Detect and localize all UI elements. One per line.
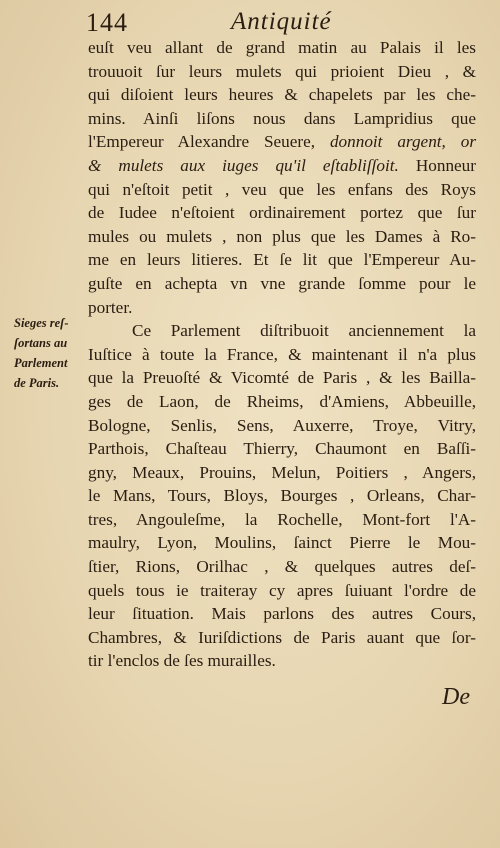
text-line-mixed [88,154,476,178]
text-line: qui diſoient leurs heures & chapelets par les che- [88,85,476,105]
text-line: mins. Ainſi liſons nous dans Lampridius que [88,108,476,128]
text-line: Parthois, Chaſteau Thierry, Chaumont en Baſſi- [88,439,476,459]
text-span: l'Empereur Alexandre Seuere, [88,132,316,152]
text-line: ges de Laon, de Rheims, d'Amiens, Abbeuille, [88,391,476,411]
text-line: Bologne, Senlis, Sens, Auxerre, Troye, Vitry, [88,415,476,435]
margin-note-line: Sieges reſ- [14,316,69,330]
text-line: Iuſtice à toute la France, & maintenant il n'a plus [88,344,476,364]
text-line: gny, Meaux, Prouins, Melun, Poitiers , Angers, [88,462,476,482]
text-line: tres, Angouleſme, la Rochelle, Mont-fort l'A- [88,509,476,529]
page-header [86,8,466,38]
running-title: Antiquité [231,8,332,35]
text-line: trouuoit ſur leurs mulets qui prioient Dieu , & [88,61,476,81]
text-line: tir l'enclos de ſes murailles. [88,651,276,671]
text-line: quels tous ie traiteray cy apres ſuiuant l'ordre de [88,580,476,600]
margin-note [14,313,86,393]
text-line: qui n'eſtoit petit , veu que les enfans des Roys [88,179,476,199]
text-line: ſtier, Rions, Orilhac , & quelques autres deſ- [88,557,476,577]
paragraph-start: Ce Parlement diſtribuoit anciennement la [132,321,476,341]
text-line: mules ou mulets , non plus que les Dames à Ro- [88,226,476,246]
margin-note-line: de Paris. [14,376,60,390]
margin-note-line: ſortans au [14,336,68,350]
text-line: maulry, Lyon, Moulins, ſainct Pierre le Mou- [88,533,476,553]
text-line-mixed [88,130,476,154]
text-line: Chambres, & Iuriſdictions de Paris auant que ſor- [88,627,476,647]
text-line: me en leurs litieres. Et ſe lit que l'Empereur Au- [88,250,476,270]
italic-span: & mulets aux iuges qu'il eſtabliſſoit. [88,155,399,175]
catchword: De [442,684,470,710]
text-line: que la Preuoſté & Vicomté de Paris , & les Bailla- [88,368,476,388]
margin-note-line: Parlement [14,356,68,370]
page-number: 144 [86,8,128,37]
text-line: porter. [88,297,133,317]
text-line: de Iudee n'eſtoient ordinairement portez que ſur [88,203,476,223]
text-line: leur ſituation. Mais parlons des autres Cours, [88,604,476,624]
text-span: Honneur [415,155,476,175]
text-line: le Mans, Tours, Bloys, Bourges , Orleans, Char- [88,486,476,506]
text-line: euſt veu allant de grand matin au Palais il les [88,38,476,57]
text-line: guſte en achepta vn vne grande ſomme pour le [88,273,476,293]
body-text [88,36,476,673]
italic-span: donnoit argent, or [329,132,477,152]
